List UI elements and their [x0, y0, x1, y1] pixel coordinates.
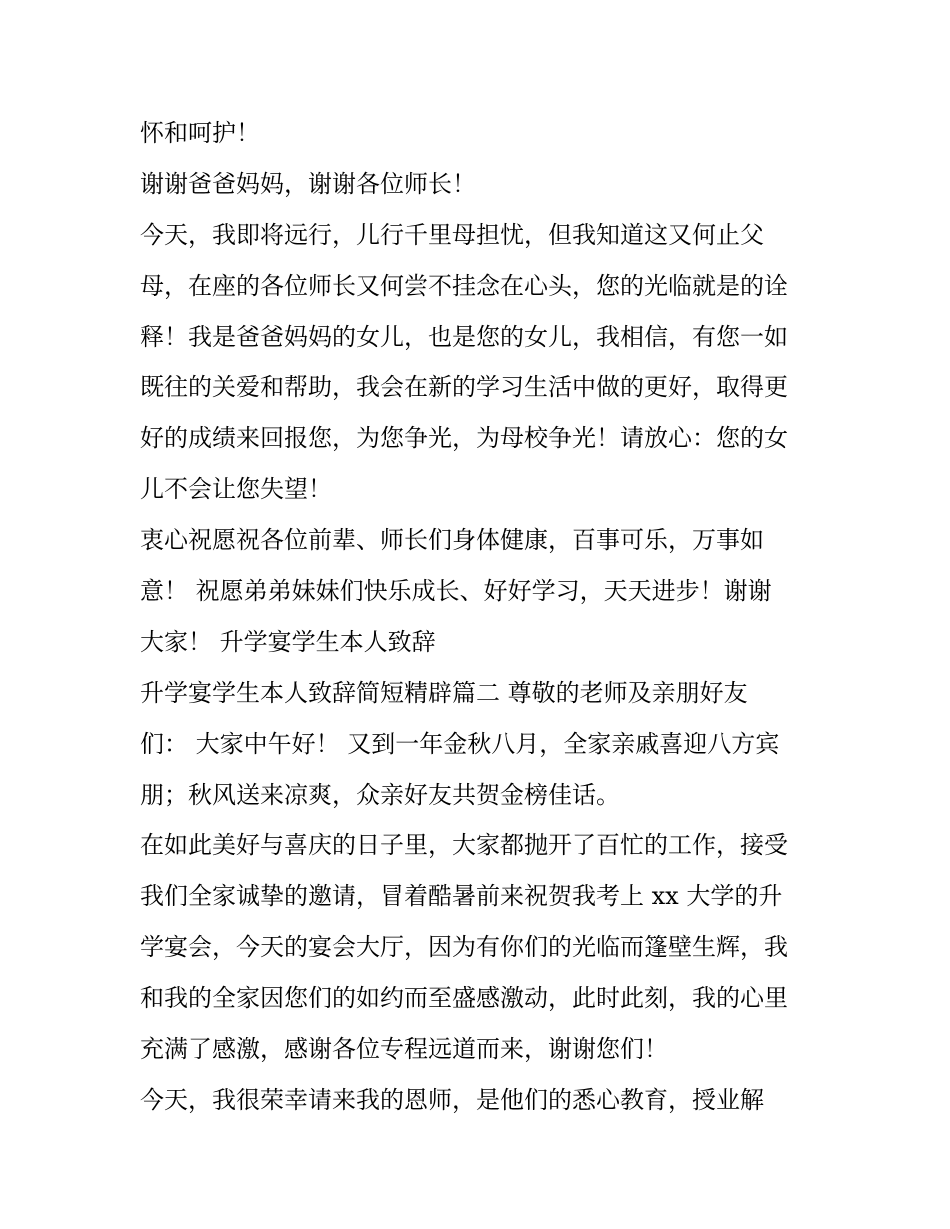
text-line: 大家！ 升学宴学生本人致辞 — [140, 627, 436, 656]
text-line: 母，在座的各位师长又何尝不挂念在心头，您的光临就是的诠 — [140, 271, 788, 300]
text-line: 衷心祝愿祝各位前辈、师长们身体健康，百事可乐，万事如 — [140, 526, 764, 555]
text-line: 既往的关爱和帮助，我会在新的学习生活中做的更好，取得更 — [140, 373, 788, 402]
text-line: 好的成绩来回报您，为您争光，为母校争光！请放心：您的女 — [140, 424, 788, 453]
text-line: 升学宴学生本人致辞简短精辟篇二 尊敬的老师及亲朋好友 — [140, 678, 748, 707]
text-line: 朋；秋风送来凉爽，众亲好友共贺金榜佳话。 — [140, 780, 620, 809]
text-line: 在如此美好与喜庆的日子里，大家都抛开了百忙的工作，接受 — [140, 831, 788, 860]
text-line: 意！ 祝愿弟弟妹妹们快乐成长、好好学习，天天进步！谢谢 — [140, 577, 772, 606]
text-line: 儿不会让您失望！ — [140, 475, 332, 504]
text-line: 释！我是爸爸妈妈的女儿，也是您的女儿，我相信，有您一如 — [140, 322, 788, 351]
text-line: 谢谢爸爸妈妈，谢谢各位师长！ — [140, 169, 476, 198]
text-line: 今天，我即将远行，儿行千里母担忧，但我知道这又何止父 — [140, 220, 764, 249]
text-line: 我们全家诚挚的邀请，冒着酷暑前来祝贺我考上 xx 大学的升 — [140, 882, 783, 911]
text-line: 怀和呵护！ — [140, 119, 260, 147]
text-line: 学宴会，今天的宴会大厅，因为有你们的光临而篷壁生辉，我 — [140, 933, 788, 962]
document-body — [140, 108, 830, 1126]
text-line: 充满了感激，感谢各位专程远道而来，谢谢您们！ — [140, 1035, 668, 1064]
text-line: 和我的全家因您们的如约而至盛感激动，此时此刻，我的心里 — [140, 984, 788, 1013]
text-line: 们： 大家中午好！ 又到一年金秋八月，全家亲戚喜迎八方宾 — [140, 729, 780, 758]
text-line: 今天，我很荣幸请来我的恩师，是他们的悉心教育，授业解 — [140, 1085, 764, 1114]
